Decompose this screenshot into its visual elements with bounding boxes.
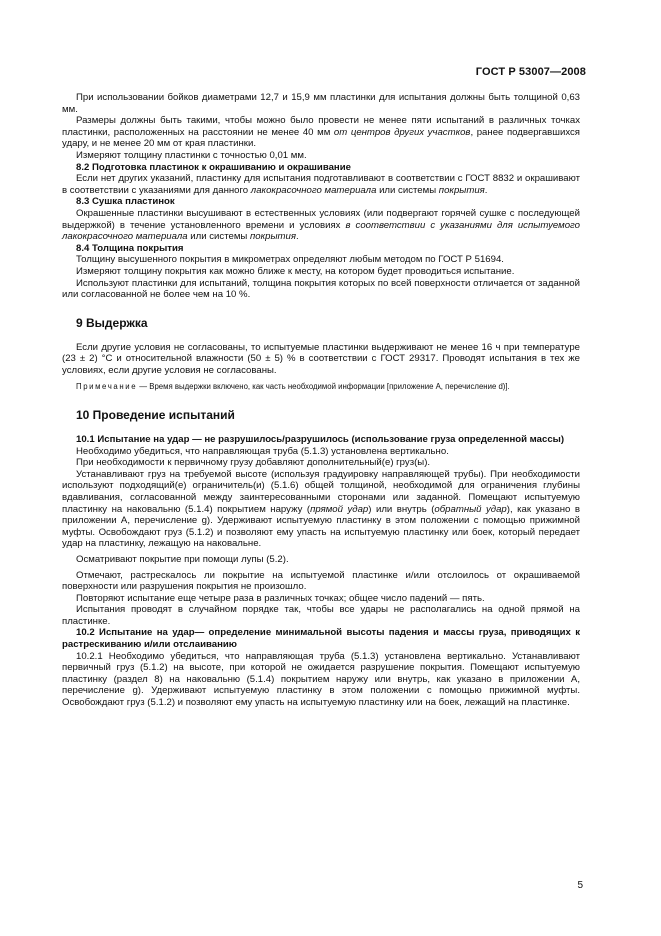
paragraph: Используют пластинки для испытаний, толщина покрытия которых по всей поверхности отличается от заданной или согласованной не более чем на 10 %. bbox=[62, 277, 580, 301]
note-text: — Время выдержки включено, как часть необходимой информации [приложение А, перечисление d)]. bbox=[137, 382, 510, 392]
text-run: . bbox=[296, 231, 299, 243]
subsection-heading: 10.1 Испытание на удар — не разрушилось/разрушилось (использование груза определенной массы) bbox=[76, 433, 565, 445]
subsection-heading: 10.2 Испытание на удар— определение минимальной высоты падения и массы груза, приводящих к растрескиванию и/или отслаиванию bbox=[62, 627, 580, 651]
subsection-heading: 8.2 Подготовка пластинок к окрашиванию и окрашивание bbox=[76, 161, 351, 173]
subsection-heading: 8.4 Толщина покрытия bbox=[76, 242, 184, 254]
text-run: . bbox=[484, 184, 488, 196]
text-run: Устанавливают груз на требуемой высоте (используя градуировку направляющей трубы). При необходимости используют подходящий(е) ограничитель(и) (5.1.6) общей толщиной, необходимой для ограничения глубины вдавливания, согласованной между заинтересованными сторонами или заданной. Помещают испытуемую пластинку на наковальню (5.1.4) покрытием наружу ( bbox=[62, 468, 580, 515]
italic-term: в соответствии с указаниями для испытуемого лакокрасочного материала bbox=[62, 219, 580, 243]
italic-term: покрытия bbox=[438, 184, 485, 196]
note bbox=[62, 382, 580, 393]
document-body bbox=[62, 92, 580, 709]
paragraph: Осматривают покрытие при помощи лупы (5.2). bbox=[76, 553, 289, 565]
paragraph: Измеряют толщину покрытия как можно ближе к месту, на котором будет проводиться испытание. bbox=[76, 265, 515, 277]
subsection-heading: 8.3 Сушка пластинок bbox=[76, 196, 175, 208]
text-run: , ранее подвергавшихся удару, и не менее 20 мм от края пластинки. bbox=[62, 126, 580, 150]
italic-term: покрытия bbox=[250, 231, 296, 243]
text-run: Если нет других указаний, пластинку для испытания подготавливают в соответствии с ГОСТ 8832 и окрашивают в соответствии с указаниями для данного bbox=[62, 173, 580, 196]
section-heading: 9 Выдержка bbox=[76, 315, 148, 330]
paragraph bbox=[62, 115, 580, 150]
paragraph: Необходимо убедиться, что направляющая труба (5.1.3) установлена вертикально. bbox=[76, 445, 449, 457]
text-run: или системы bbox=[187, 231, 250, 243]
doc-code-header: ГОСТ Р 53007—2008 bbox=[475, 66, 586, 78]
text-run: ), как указано в приложении А, перечисление g). Удерживают испытуемую пластинку в этом положении с помощью прижимной муфты. Освобождают груз (5.1.2) и позволяют ему упасть на испытуемую пластинку или боек, который передает удар на пластинку, лежащую на наковальне. bbox=[62, 503, 580, 550]
italic-term: лакокрасочного материала bbox=[250, 184, 377, 196]
paragraph bbox=[62, 469, 580, 550]
page-number: 5 bbox=[577, 880, 583, 891]
paragraph: Повторяют испытание еще четыре раза в различных точках; общее число падений — пять. bbox=[76, 592, 485, 604]
italic-term: обратный удар bbox=[434, 503, 507, 515]
paragraph: Толщину высушенного покрытия в микрометрах определяют любым методом по ГОСТ Р 51694. bbox=[76, 254, 504, 266]
paragraph: Испытания проводят в случайном порядке так, чтобы все удары не располагались на одной прямой на пластинке. bbox=[62, 604, 580, 627]
text-run: ) или внутрь ( bbox=[368, 503, 435, 515]
paragraph: Если другие условия не согласованы, то испытуемые пластинки выдерживают не менее 16 ч при температуре (23 ± 2) °С и относительной влажности (50 ± 5) % в соответствии с ГОСТ 29317. Проводят испытания в тех же условиях, если другие условия не согласованы. bbox=[62, 341, 580, 376]
text-run: Размеры должны быть такими, чтобы можно было провести не менее пяти испытаний в различных точках пластинки, расположенных на расстоянии не менее 40 мм bbox=[62, 115, 580, 138]
text-run: Окрашенные пластинки высушивают в естественных условиях (или подвергают горячей сушке с последующей выдержкой) в течение установленного времени и условиях bbox=[62, 207, 580, 231]
paragraph: 10.2.1 Необходимо убедиться, что направляющая труба (5.1.3) установлена вертикально. Устанавливают первичный груз (5.1.2) на высоте, при которой не ожидается разрушение покрытия. Помещают испытуемую пластинку (раздел 8) на наковальню (5.1.4) покрытием наружу или внутрь, как указано в приложении А, перечисление g). Удерживают испытуемую пластинку в этом положении с помощью прижимной муфты. Освобождают груз (5.1.2) и позволяют ему упасть на испытуемую пластинку или на боек, лежащий на пластинке. bbox=[62, 650, 580, 709]
section-heading: 10 Проведение испытаний bbox=[76, 407, 235, 422]
paragraph: Измеряют толщину пластинки с точностью 0,01 мм. bbox=[76, 149, 307, 161]
paragraph bbox=[62, 208, 580, 243]
italic-term: прямой удар bbox=[310, 503, 369, 515]
note-label: Примечание bbox=[76, 382, 138, 392]
text-run: или системы bbox=[376, 184, 439, 196]
italic-term: от центров других участков bbox=[333, 126, 471, 138]
paragraph: Отмечают, растрескалось ли покрытие на испытуемой пластинке и/или отслоилось от окрашиваемой поверхности или разрушения покрытия не произошло. bbox=[62, 569, 580, 593]
paragraph: При необходимости к первичному грузу добавляют дополнительный(е) груз(ы). bbox=[76, 457, 431, 469]
paragraph bbox=[62, 173, 580, 196]
paragraph: При использовании бойков диаметрами 12,7 и 15,9 мм пластинки для испытания должны быть толщиной 0,63 мм. bbox=[62, 92, 580, 115]
